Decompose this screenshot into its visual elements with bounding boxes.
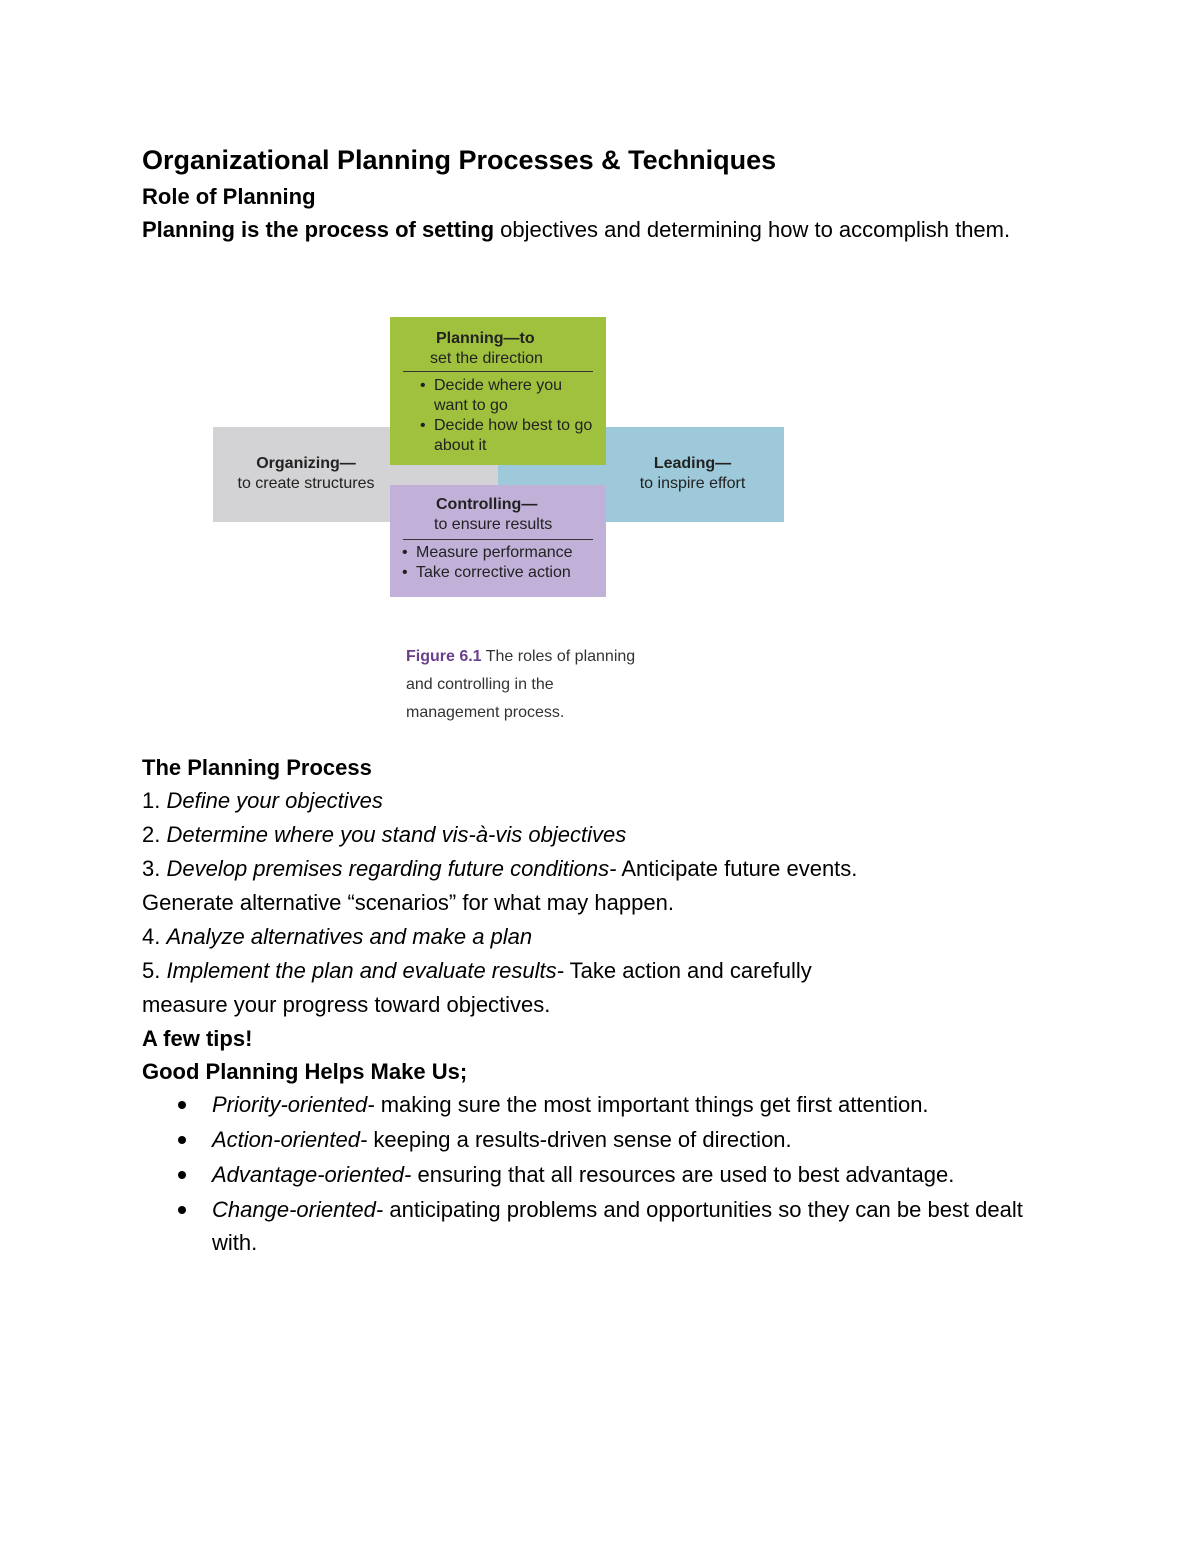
step-number: 3.	[142, 856, 167, 881]
list-item	[142, 1088, 1072, 1121]
tips-subheading: Good Planning Helps Make Us;	[142, 1059, 468, 1084]
list-item	[142, 1123, 1072, 1156]
bullet-icon	[178, 1101, 186, 1109]
step-text: Define your objectives	[166, 788, 383, 813]
organizing-sub: to create structures	[237, 475, 375, 492]
planning-bullet: • Decide where you want to go	[420, 376, 584, 416]
tip-text: ensuring that all resources are used to best advantage.	[411, 1162, 955, 1187]
planning-sub: set the direction	[430, 350, 543, 367]
step-text: Implement the plan and evaluate results-	[166, 958, 564, 983]
step-detail: Take action and carefully	[563, 958, 812, 983]
controlling-head: Controlling—	[436, 496, 538, 513]
tip-text: keeping a results-driven sense of direction.	[367, 1127, 792, 1152]
page-title: Organizational Planning Processes & Techniques	[142, 145, 777, 175]
step-text: Develop premises regarding future conditions-	[166, 856, 617, 881]
controlling-box	[390, 485, 606, 597]
process-step	[142, 784, 1072, 818]
document-body	[142, 140, 1072, 247]
list-item	[142, 1193, 1072, 1259]
process-heading: The Planning Process	[142, 755, 372, 780]
step-number: 2.	[142, 822, 167, 847]
controlling-sub: to ensure results	[434, 516, 553, 533]
planning-process-section	[142, 751, 1072, 1261]
figure-caption	[406, 643, 646, 727]
leading-sub: to inspire effort	[639, 475, 746, 492]
organizing-head: Organizing—	[256, 455, 356, 472]
caption-text: The roles of planning and controlling in the management process.	[406, 648, 636, 721]
step-text: Determine where you stand vis-à-vis objectives	[166, 822, 627, 847]
bullet-icon	[178, 1171, 186, 1179]
role-heading: Role of Planning	[142, 184, 316, 209]
planning-divider	[403, 371, 593, 372]
controlling-bullet: • Measure performance	[402, 543, 573, 563]
step-number: 1.	[142, 788, 167, 813]
controlling-divider	[403, 539, 593, 540]
definition-bold: Planning is the process of setting	[142, 217, 495, 242]
tip-label: Priority-oriented-	[212, 1092, 375, 1117]
process-step	[142, 818, 1072, 852]
step-text: Analyze alternatives and make a plan	[166, 924, 533, 949]
tip-text: anticipating problems and opportunities so they can be best dealt with.	[212, 1197, 1023, 1255]
process-step-continued: measure your progress toward objectives.	[142, 992, 551, 1017]
caption-label: Figure 6.1	[406, 648, 482, 665]
process-step	[142, 954, 1072, 988]
bullet-icon	[178, 1136, 186, 1144]
planning-box	[390, 317, 606, 465]
tips-list	[142, 1088, 1072, 1259]
process-step-continued: Generate alternative “scenarios” for what may happen.	[142, 890, 674, 915]
definition-rest: objectives and determining how to accomplish them.	[494, 217, 1011, 242]
tips-heading: A few tips!	[142, 1026, 253, 1051]
planning-bullet: • Decide how best to go about it	[420, 416, 594, 456]
controlling-bullet: • Take corrective action	[402, 563, 573, 583]
step-detail: Anticipate future events.	[616, 856, 858, 881]
process-step	[142, 852, 1072, 886]
bullet-icon	[178, 1206, 186, 1214]
leading-head: Leading—	[653, 455, 732, 472]
management-roles-figure	[213, 317, 784, 727]
tip-label: Action-oriented-	[212, 1127, 368, 1152]
planning-definition	[142, 213, 1072, 247]
tip-text: making sure the most important things get first attention.	[374, 1092, 929, 1117]
step-number: 4.	[142, 924, 167, 949]
step-number: 5.	[142, 958, 167, 983]
tip-label: Change-oriented-	[212, 1197, 384, 1222]
planning-head: Planning—to	[436, 330, 535, 347]
tip-label: Advantage-oriented-	[212, 1162, 412, 1187]
process-step	[142, 920, 1072, 954]
list-item	[142, 1158, 1072, 1191]
